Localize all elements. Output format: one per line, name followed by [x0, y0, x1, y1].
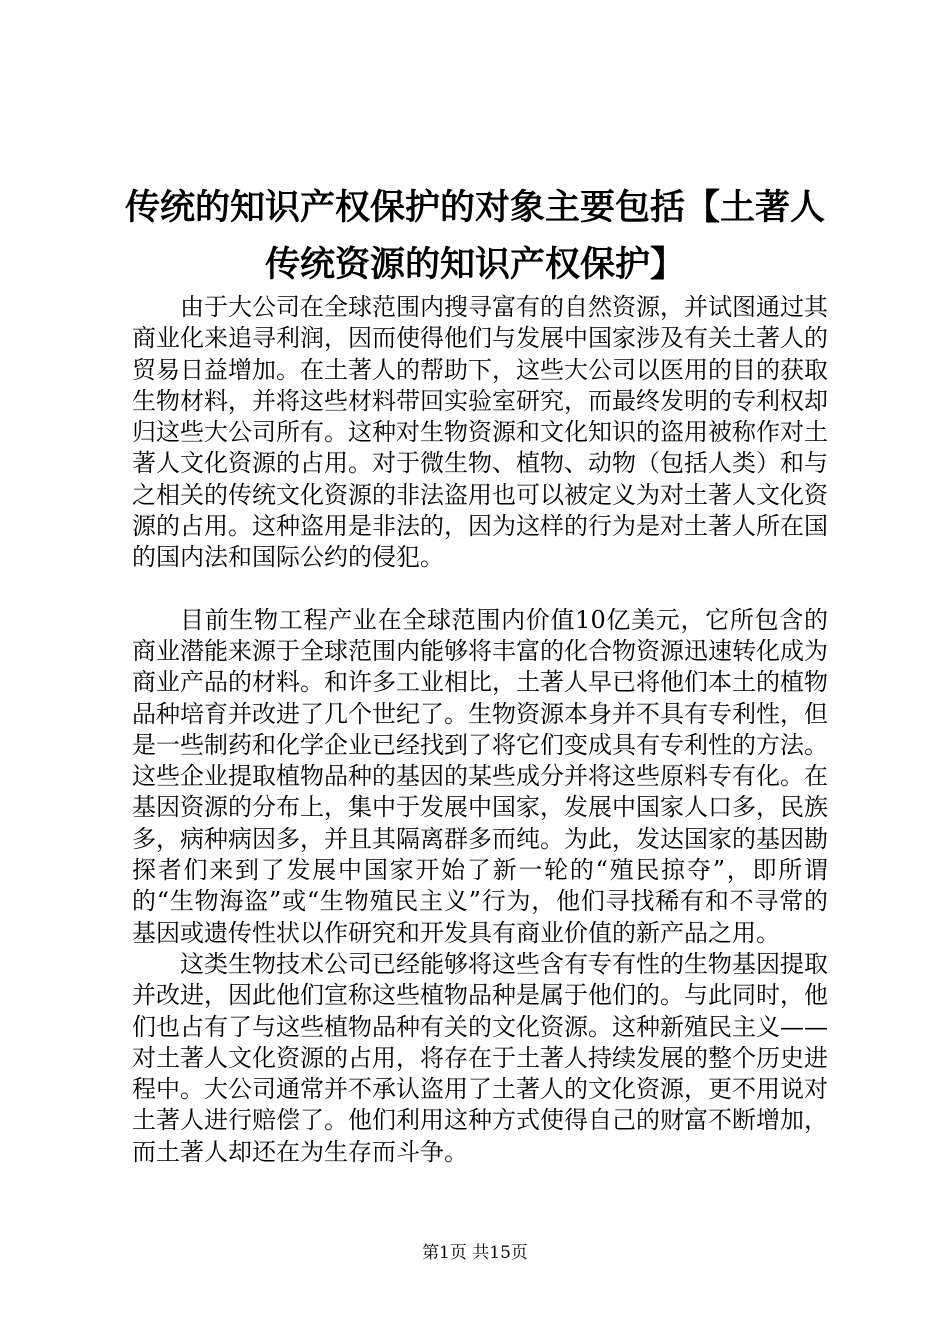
document-body [132, 292, 828, 1168]
paragraph-2: 目前生物工程产业在全球范围内价值10亿美元，它所包含的商业潜能来源于全球范围内能够将丰富的化合物资源迅速转化成为商业产品的材料。和许多工业相比，土著人早已将他们本土的植物品种培育并改进了几个世纪了。生物资源本身并不具有专利性，但是一些制药和化学企业已经找到了将它们变成具有专利性的方法。这些企业提取植物品种的基因的某些成分并将这些原料专有化。在基因资源的分布上，集中于发展中国家，发展中国家人口多，民族多，病种病因多，并且其隔离群多而纯。为此，发达国家的基因勘探者们来到了发展中国家开始了新一轮的“殖民掠夺”，即所谓的“生物海盗”或“生物殖民主义”行为，他们寻找稀有和不寻常的基因或遗传性状以作研究和开发具有商业价值的新产品之用。 [132, 605, 828, 947]
paragraph-1: 由于大公司在全球范围内搜寻富有的自然资源，并试图通过其商业化来追寻利润，因而使得他们与发展中国家涉及有关土著人的贸易日益增加。在土著人的帮助下，这些大公司以医用的目的获取生物材料，并将这些材料带回实验室研究，而最终发明的专利权却归这些大公司所有。这种对生物资源和文化知识的盗用被称作对土著人文化资源的占用。对于微生物、植物、动物（包括人类）和与之相关的传统文化资源的非法盗用也可以被定义为对土著人文化资源的占用。这种盗用是非法的，因为这样的行为是对土著人所在国的国内法和国际公约的侵犯。 [132, 293, 828, 572]
title-line-1: 传统的知识产权保护的对象主要包括【土著人 [124, 188, 825, 228]
document-title [100, 180, 850, 294]
page-footer: 第1页 共15页 [422, 1243, 528, 1263]
paragraph-3: 这类生物技术公司已经能够将这些含有专有性的生物基因提取并改进，因此他们宣称这些植物品种是属于他们的。与此同时，他们也占有了与这些植物品种有关的文化资源。这种新殖民主义——对土著人文化资源的占用，将存在于土著人持续发展的整个历史进程中。大公司通常并不承认盗用了土著人的文化资源，更不用说对土著人进行赔偿了。他们利用这种方式使得自己的财富不断增加，而土著人却还在为生存而斗争。 [132, 949, 828, 1166]
title-line-2: 传统资源的知识产权保护】 [264, 245, 685, 285]
